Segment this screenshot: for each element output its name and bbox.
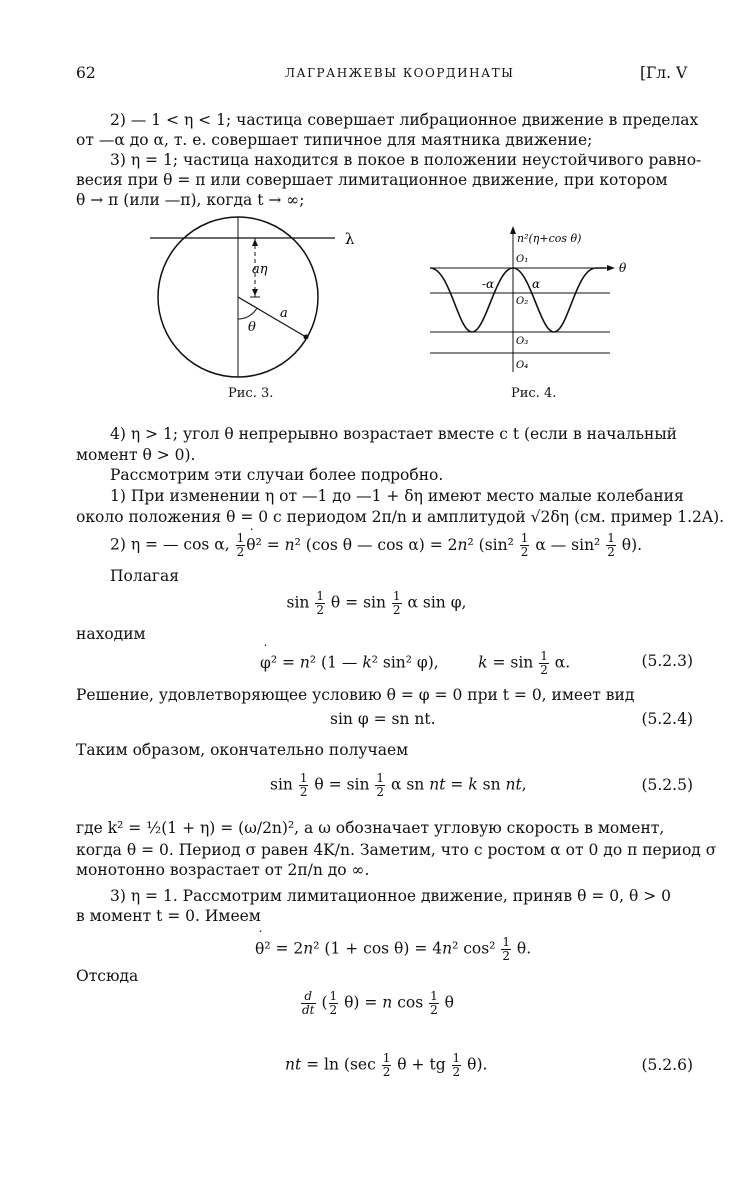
- case-4-line-2: момент θ > 0).: [76, 446, 196, 464]
- fig3-label-lambda: λ: [345, 230, 355, 248]
- equation-5-2-6: nt = ln (sec $\frac{1}{2}$ θ + tg $\frac{1}{2}$ θ).: [285, 1051, 488, 1079]
- fig3-angle-arc: [238, 308, 257, 319]
- case-4-line-1: 4) η > 1; угол θ непрерывно возрастает вместе с t (если в начальный: [110, 425, 678, 443]
- fig3-arrow-up: [252, 239, 258, 246]
- fig4-label-axis: n²(η+cos θ): [517, 232, 582, 245]
- where-line-3: монотонно возрастает от 2π/n до ∞.: [76, 861, 370, 879]
- figure-4: [420, 220, 640, 380]
- where-line-2: когда θ = 0. Период σ равен 4K/n. Заметим, что с ростом α от 0 до π период σ: [76, 841, 717, 859]
- fig4-label-o3: O₃: [516, 336, 529, 347]
- running-title: ЛАГРАНЖЕВЫ КООРДИНАТЫ: [285, 66, 515, 80]
- detail-2-start: 2) η = — cos α,: [110, 535, 230, 554]
- fig4-label-alpha: α: [532, 277, 541, 291]
- fig4-label-o4: O₄: [516, 360, 529, 371]
- detail-2-line: [110, 532, 642, 559]
- equation-5-2-3: ˙ φ² = n² (1 — k² sin² φ), k = sin $\frac{1}{2}$ α.: [260, 650, 570, 677]
- nakhodim-label: находим: [76, 625, 146, 643]
- consider-paragraph: Рассмотрим эти случаи более подробно.: [110, 466, 444, 484]
- fig3-label-aeta: aη: [252, 262, 268, 277]
- equation-5-2-3-number: (5.2.3): [641, 652, 693, 670]
- case-2-line-1: 2) — 1 < η < 1; частица совершает либрационное движение в пределах: [110, 111, 699, 129]
- fig3-caption: Рис. 3.: [228, 386, 274, 401]
- fig3-particle: [304, 335, 309, 340]
- where-line-1: где k² = ½(1 + η) = (ω/2n)², а ω обозначает угловую скорость в момент,: [76, 819, 665, 837]
- fig4-label-minus-alpha: -α: [482, 277, 495, 291]
- fig4-vertical-arrow: [510, 226, 516, 234]
- fig3-label-theta: θ: [248, 320, 256, 335]
- substitution-equation: sin $\frac{1}{2}$ θ = sin $\frac{1}{2}$ α sin φ,: [286, 589, 467, 617]
- energy-equation: $\frac{1}{2}$ ˙ θ² = n² (cos θ — cos α) = 2n² (sin² $\frac{1}{2}$ α — sin² $\frac{1}{2}$ θ).: [235, 536, 642, 554]
- fig4-label-theta: θ: [619, 261, 627, 275]
- case-3-line-1: 3) η = 1; частица находится в покое в положении неустойчивого равно-: [110, 151, 702, 169]
- equation-5-2-6-number: (5.2.6): [641, 1056, 693, 1074]
- equation-theta-dot: ˙ θ² = 2n² (1 + cos θ) = 4n² cos² $\frac{1}{2}$ θ.: [255, 936, 531, 963]
- fig3-label-a: a: [280, 306, 288, 321]
- fig4-caption: Рис. 4.: [511, 386, 557, 401]
- chapter-label: [Гл. V: [640, 64, 688, 82]
- equation-5-2-5: sin $\frac{1}{2}$ θ = sin $\frac{1}{2}$ α sn nt = k sn nt,: [270, 771, 527, 799]
- equation-5-2-4: sin φ = sn nt.: [330, 710, 436, 728]
- detail-3-line-2: в момент t = 0. Имеем: [76, 907, 261, 925]
- case-3-line-3: θ → π (или —π), когда t → ∞;: [76, 191, 305, 209]
- fig3-arrow-down: [252, 289, 258, 296]
- detail-3-line-1: 3) η = 1. Рассмотрим лимитационное движение, приняв θ = 0, θ > 0: [110, 887, 672, 905]
- fig4-label-o1: O₁: [516, 254, 529, 265]
- detail-1-line-2: около положения θ = 0 с периодом 2π/n и амплитудой √2δη (см. пример 1.2A).: [76, 508, 725, 526]
- page-number: 62: [76, 64, 96, 82]
- equation-5-2-5-number: (5.2.5): [641, 776, 693, 794]
- fig4-label-o2: O₂: [516, 296, 529, 307]
- equation-5-2-4-number: (5.2.4): [641, 710, 693, 728]
- polagaya-label: Полагая: [110, 567, 180, 585]
- equation-derivative: $\frac{d}{dt}$ ( $\frac{1}{2}$ θ) = n cos $\frac{1}{2}$ θ: [302, 989, 455, 1017]
- otsyuda-label: Отсюда: [76, 967, 139, 985]
- detail-1-line-1: 1) При изменении η от —1 до —1 + δη имеют место малые колебания: [110, 487, 684, 505]
- finally-paragraph: Таким образом, окончательно получаем: [76, 741, 409, 759]
- solution-paragraph: Решение, удовлетворяющее условию θ = φ = 0 при t = 0, имеет вид: [76, 686, 635, 704]
- case-3-line-2: весия при θ = π или совершает лимитационное движение, при котором: [76, 171, 668, 189]
- case-2-line-2: от —α до α, т. е. совершает типичное для маятника движение;: [76, 131, 593, 149]
- fig4-theta-arrow: [607, 265, 615, 271]
- figure-3: [140, 215, 370, 405]
